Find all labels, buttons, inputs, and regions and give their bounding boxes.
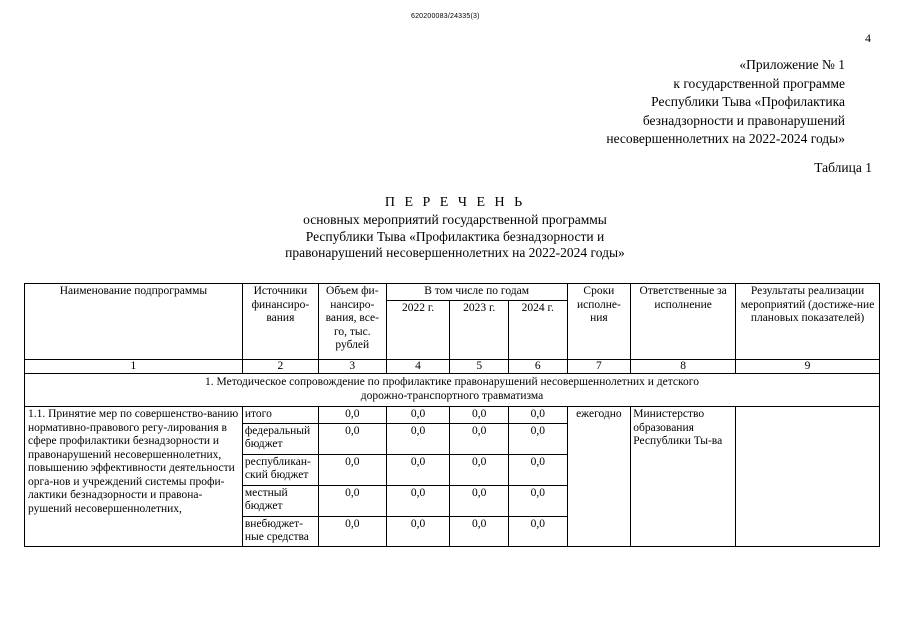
- column-number: 9: [736, 359, 880, 374]
- header-year-2022: 2022 г.: [386, 300, 450, 359]
- total-cell: 0,0: [318, 423, 386, 454]
- total-cell: 0,0: [318, 454, 386, 485]
- total-cell: 0,0: [318, 485, 386, 516]
- header-row: [25, 284, 880, 301]
- appendix-block: [485, 56, 845, 149]
- appendix-line: Республики Тыва «Профилактика: [651, 94, 845, 109]
- appendix-line: безнадзорности и правонарушений: [642, 112, 845, 128]
- source-cell: итого: [242, 407, 318, 424]
- y2023-cell: 0,0: [450, 516, 509, 546]
- column-number: 4: [386, 359, 450, 374]
- header-responsible: Ответственные за исполнение: [631, 284, 736, 360]
- y2024-cell: 0,0: [508, 423, 567, 454]
- y2024-cell: 0,0: [508, 454, 567, 485]
- page-number: 4: [865, 31, 871, 45]
- y2024-cell: 0,0: [508, 407, 567, 424]
- y2023-cell: 0,0: [450, 485, 509, 516]
- y2023-cell: 0,0: [450, 423, 509, 454]
- heading-line: основных мероприятий государственной программы: [303, 212, 607, 227]
- header-volume: Объем фи-нансиро-вания, все-го, тыс. рублей: [318, 284, 386, 360]
- y2024-cell: 0,0: [508, 485, 567, 516]
- source-cell: местный бюджет: [242, 485, 318, 516]
- column-numbers-row: [25, 359, 880, 374]
- document-heading: [205, 194, 705, 262]
- y2024-cell: 0,0: [508, 516, 567, 546]
- column-number: 7: [567, 359, 631, 374]
- heading-line: Республики Тыва «Профилактика безнадзорности и: [305, 228, 605, 244]
- section-title: 1. Методическое сопровождение по профилактике правонарушений несовершеннолетних и детского дорожно-транспортного травматизма: [25, 374, 880, 407]
- column-number: 3: [318, 359, 386, 374]
- column-number: 1: [25, 359, 243, 374]
- total-cell: 0,0: [318, 407, 386, 424]
- heading-line: правонарушений несовершеннолетних на 2022-2024 годы»: [285, 245, 625, 260]
- header-terms: Сроки исполне-ния: [567, 284, 631, 360]
- appendix-line: несовершеннолетних на 2022-2024 годы»: [606, 131, 845, 146]
- y2022-cell: 0,0: [386, 516, 450, 546]
- y2022-cell: 0,0: [386, 454, 450, 485]
- y2022-cell: 0,0: [386, 423, 450, 454]
- column-number: 8: [631, 359, 736, 374]
- table-label: Таблица 1: [814, 160, 872, 175]
- y2022-cell: 0,0: [386, 407, 450, 424]
- header-sources: Источники финансиро-вания: [242, 284, 318, 360]
- source-cell: республикан-ский бюджет: [242, 454, 318, 485]
- header-results: Результаты реализации мероприятий (достиже-ние плановых показателей): [736, 284, 880, 360]
- appendix-line: к государственной программе: [673, 75, 845, 91]
- section-row: [25, 374, 880, 407]
- item-responsible: Министерство образования Республики Ты-ва: [631, 407, 736, 547]
- header-name: Наименование подпрограммы: [25, 284, 243, 360]
- header-years-group: В том числе по годам: [386, 284, 567, 301]
- column-number: 6: [508, 359, 567, 374]
- item-name: 1.1. Принятие мер по совершенство-ванию нормативно-правового регу-лирования в сфере профилактики безнадзорности и правонарушений несовершеннолетних, повышению эффективности деятельности орга-нов и учреждений системы профи-лактики безнадзорности и правона-рушений несовершеннолетних,: [25, 407, 243, 547]
- header-year-2023: 2023 г.: [450, 300, 509, 359]
- y2022-cell: 0,0: [386, 485, 450, 516]
- heading-title: П Е Р Е Ч Е Н Ь: [384, 195, 526, 210]
- y2023-cell: 0,0: [450, 407, 509, 424]
- item-results: [736, 407, 880, 547]
- header-year-2024: 2024 г.: [508, 300, 567, 359]
- activities-table: [24, 283, 880, 547]
- document-id: 620200083/24335(3): [411, 13, 480, 20]
- source-cell: внебюджет-ные средства: [242, 516, 318, 546]
- source-cell: федеральный бюджет: [242, 423, 318, 454]
- column-number: 5: [450, 359, 509, 374]
- item-terms: ежегодно: [567, 407, 631, 547]
- table-row: [25, 407, 880, 424]
- total-cell: 0,0: [318, 516, 386, 546]
- y2023-cell: 0,0: [450, 454, 509, 485]
- column-number: 2: [242, 359, 318, 374]
- appendix-line: «Приложение № 1: [739, 57, 845, 72]
